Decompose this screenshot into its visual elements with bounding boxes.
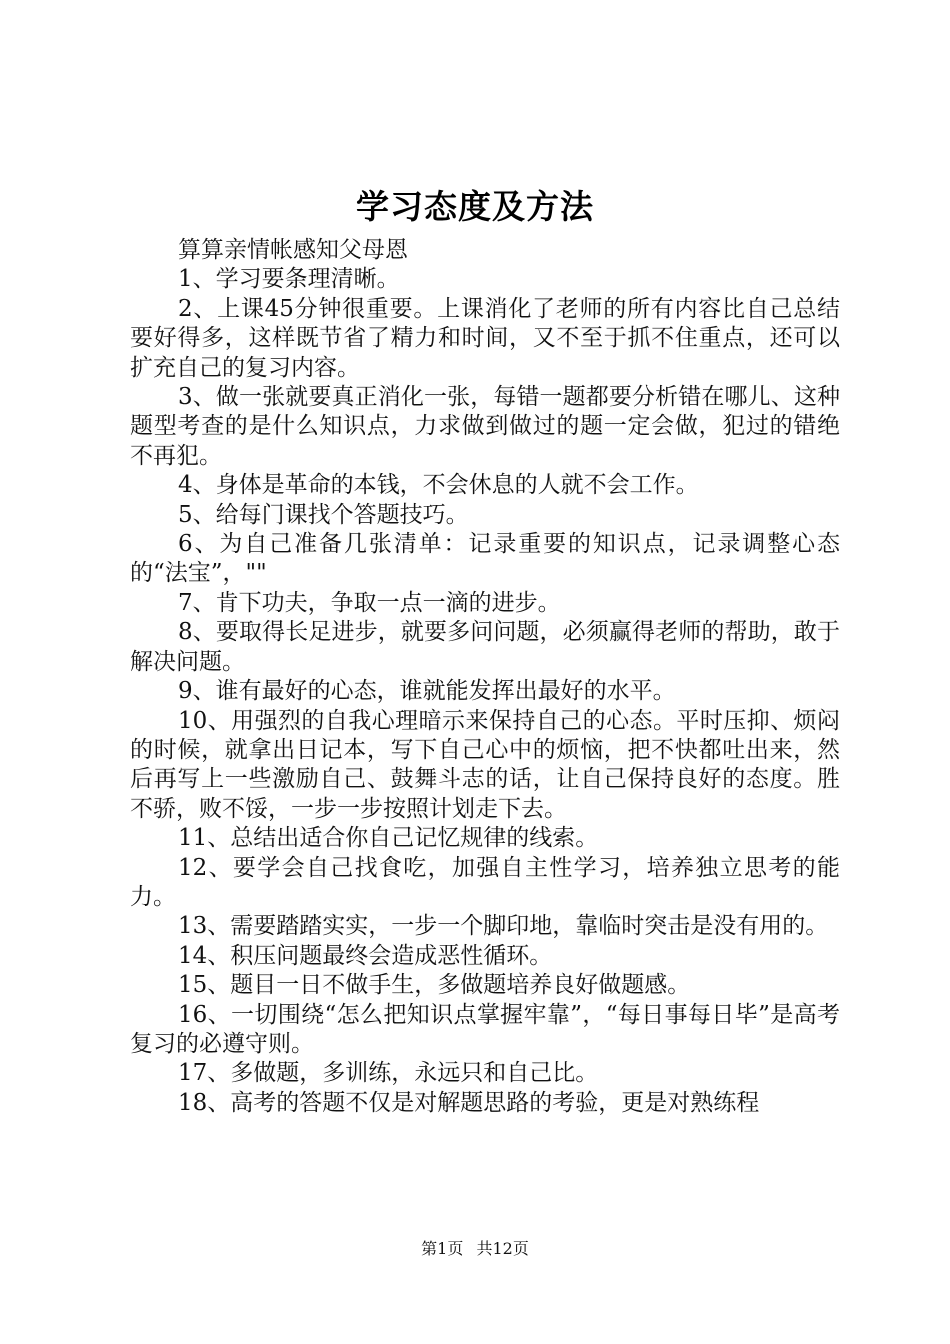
paragraph: 2、上课45分钟很重要。上课消化了老师的所有内容比自己总结要好得多，这样既节省了精力和时间，又不至于抓不住重点，还可以扩充自己的复习内容。 [130,295,840,381]
paragraph: 9、谁有最好的心态，谁就能发挥出最好的水平。 [178,678,676,705]
paragraph: 11、总结出适合你自己记忆规律的线索。 [178,825,599,852]
paragraph: 算算亲情帐感知父母恩 [178,237,408,263]
page-footer [0,1238,950,1260]
paragraph: 16、一切围绕“怎么把知识点掌握牢靠”，“每日事每日毕”是高考复习的必遵守则。 [130,1001,840,1057]
paragraph: 8、要取得长足进步，就要多问问题，必须赢得老师的帮助，敢于解决问题。 [130,619,840,675]
document-title: 学习态度及方法 [356,187,594,226]
paragraph: 1、学习要条理清晰。 [178,266,400,293]
paragraph: 13、需要踏踏实实，一步一个脚印地，靠临时突击是没有用的。 [178,913,829,940]
page-total: 共12页 [476,1239,529,1258]
paragraph: 7、肯下功夫，争取一点一滴的进步。 [178,589,561,616]
paragraph: 6、为自己准备几张清单：记录重要的知识点，记录调整心态的“法宝”，"" [130,531,840,587]
paragraph: 14、积压问题最终会造成恶性循环。 [178,942,553,969]
paragraph: 5、给每门课找个答题技巧。 [178,501,469,528]
paragraph: 4、身体是革命的本钱，不会休息的人就不会工作。 [178,472,699,499]
paragraph: 12、要学会自己找食吃，加强自主性学习，培养独立思考的能力。 [130,854,840,910]
page-number: 第1页 [421,1239,464,1258]
paragraph: 18、高考的答题不仅是对解题思路的考验，更是对熟练程 [178,1089,760,1116]
paragraph: 15、题目一日不做手生，多做题培养良好做题感。 [178,972,691,999]
document-body [130,236,840,1118]
paragraph: 3、做一张就要真正消化一张，每错一题都要分析错在哪儿、这种题型考查的是什么知识点，力求做到做过的题一定会做，犯过的错绝不再犯。 [130,384,840,469]
paragraph: 10、用强烈的自我心理暗示来保持自己的心态。平时压抑、烦闷的时候，就拿出日记本，写下自己心中的烦恼，把不快都吐出来，然后再写上一些激励自己、鼓舞斗志的话，让自己保持良好的态度。胜不骄，败不馁，一步一步按照计划走下去。 [130,707,840,822]
paragraph: 17、多做题，多训练，永远只和自己比。 [178,1060,599,1087]
